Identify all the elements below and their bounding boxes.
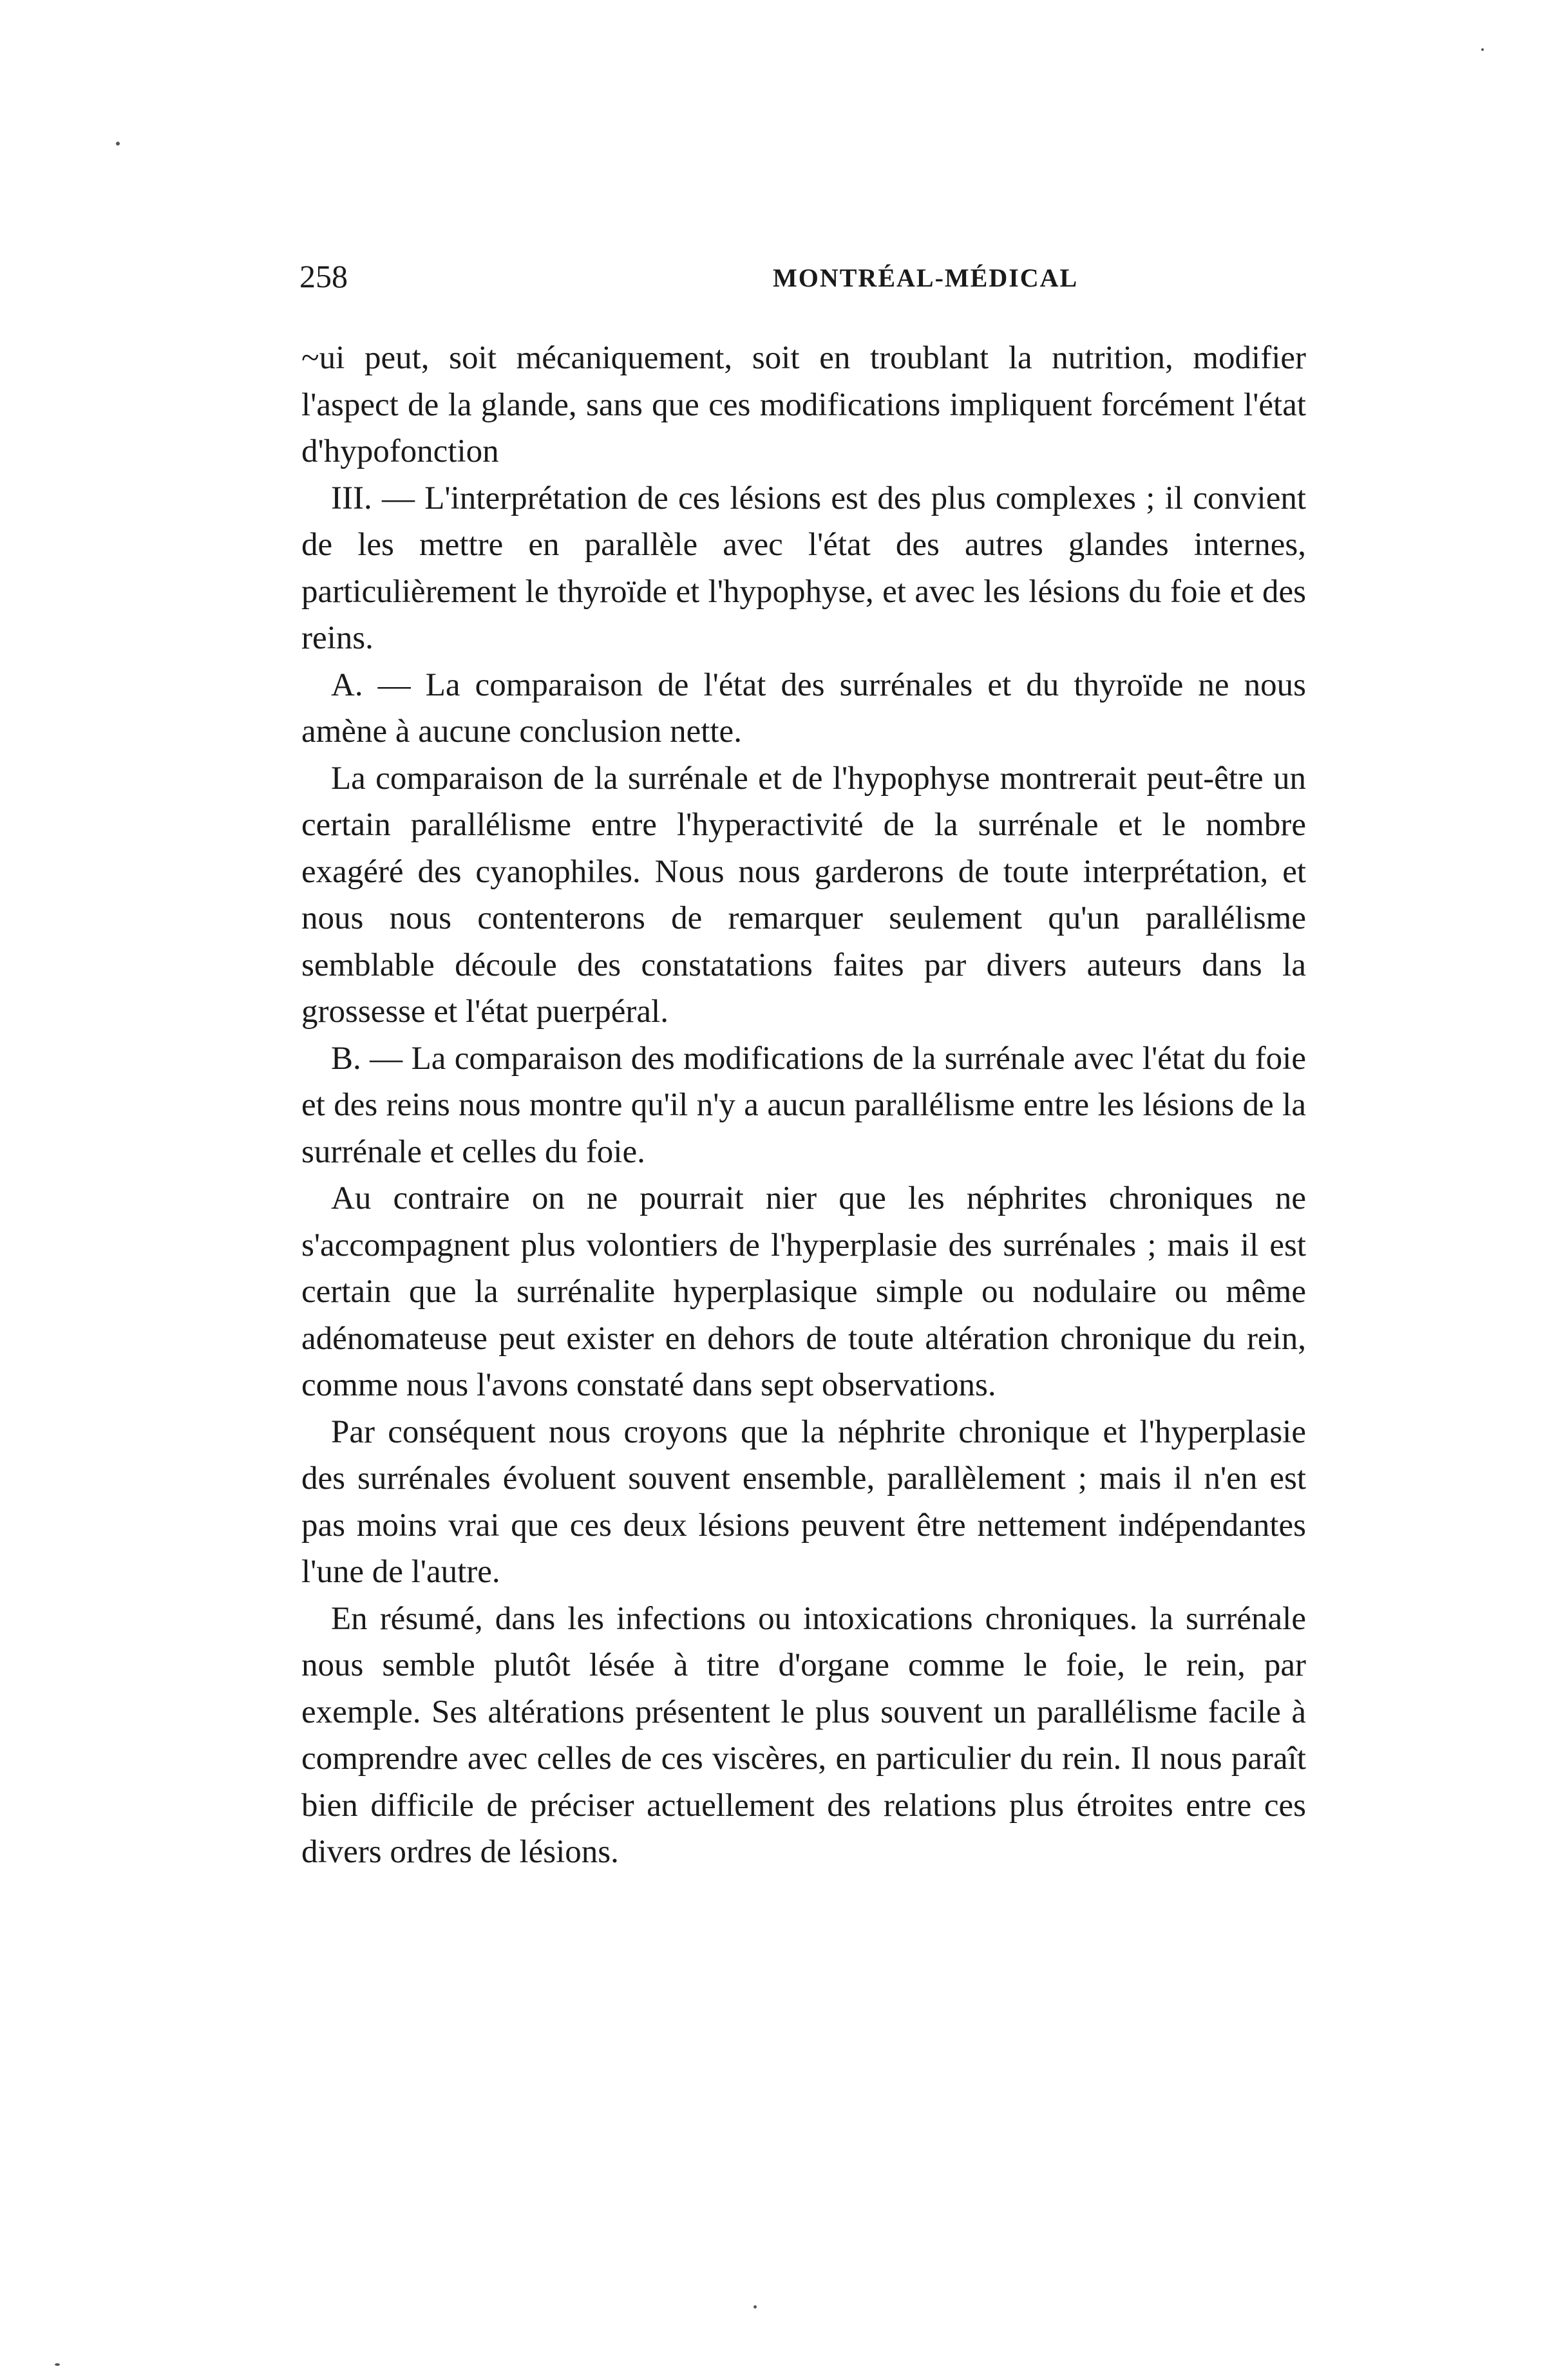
paragraph: ~ui peut, soit mécaniquement, soit en troublant la nutrition, modifier l'aspect de la glande, sans que ces modifications impliquent forcément l'état d'hypofonction xyxy=(301,340,1306,469)
paragraph: Au contraire on ne pourrait nier que les néphrites chroniques ne s'accompagnent plus volontiers de l'hyperplasie des surrénales ; mais il est certain que la surrénalite hyperplasique simple ou nodulaire ou même adénomateuse peut exister en dehors de toute altération chronique du rein, comme nous l'avons constaté dans sept observations. xyxy=(301,1180,1306,1403)
page-header xyxy=(299,258,1311,303)
paragraph: III. — L'interprétation de ces lésions est des plus complexes ; il convient de les mettre en parallèle avec l'état des autres glandes internes, particulièrement le thyroïde et l'hypophyse, et avec les lésions du foie et des reins. xyxy=(301,480,1306,656)
paragraph: Par conséquent nous croyons que la néphrite chronique et l'hyperplasie des surrénales évoluent souvent ensemble, parallèlement ; mais il n'en est pas moins vrai que ces deux lésions peuvent être nettement indépendantes l'une de l'autre. xyxy=(301,1413,1306,1590)
scan-speck xyxy=(55,2363,60,2366)
paragraph: A. — La comparaison de l'état des surrénales et du thyroïde ne nous amène à aucune conclusion nette. xyxy=(301,666,1306,750)
scan-speck xyxy=(753,2305,757,2309)
page-number: 258 xyxy=(299,258,348,294)
paragraph: En résumé, dans les infections ou intoxications chroniques. la surrénale nous semble plutôt lésée à titre d'organe comme le foie, le rein, par exemple. Ses altérations présentent le plus souvent un parallélisme facile à comprendre avec celles de ces viscères, en particulier du rein. Il nous paraît bien difficile de préciser actuellement des relations plus étroites entre ces divers ordres de lésions. xyxy=(301,1600,1306,1870)
running-title: MONTRÉAL-MÉDICAL xyxy=(773,263,1079,292)
scan-speck xyxy=(116,142,120,146)
scan-speck xyxy=(1481,48,1484,51)
paragraph: La comparaison de la surrénale et de l'hypophyse montrerait peut-être un certain parallélisme entre l'hyperactivité de la surrénale et le nombre exagéré des cyanophiles. Nous nous garderons de toute interprétation, et nous nous contenterons de remarquer seulement qu'un parallélisme semblable découle des constatations faites par divers auteurs dans la grossesse et l'état puerpéral. xyxy=(301,760,1306,1030)
body-text xyxy=(301,335,1306,1876)
paragraph: B. — La comparaison des modifications de la surrénale avec l'état du foie et des reins nous montre qu'il n'y a aucun parallélisme entre les lésions de la surrénale et celles du foie. xyxy=(301,1040,1306,1170)
